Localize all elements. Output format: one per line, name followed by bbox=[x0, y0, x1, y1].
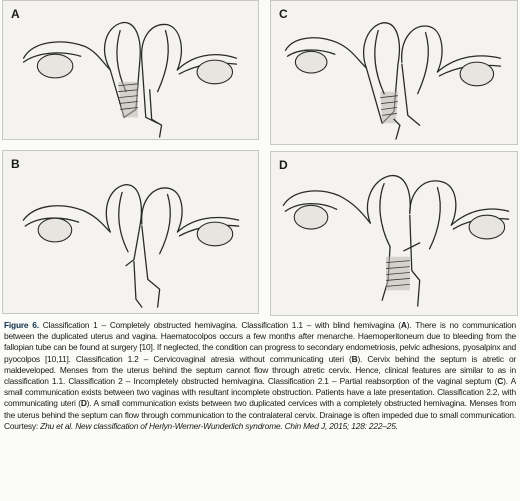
caption-ref-b: B bbox=[351, 353, 358, 364]
caption-courtesy: Zhu et al. New classification of Herlyn-Werner-Wunderlich syndrome. Chin Med J, 2015; 128: 222–25. bbox=[40, 420, 398, 431]
caption-text-2: ). There is no communication between the duplicated uterus and vagina. Haematocolpos occurs a few months after menarche. Haemoperitoneum due to bleeding from the fallopian tube can be found at surgery [10]. If neglected, the condition can progress to secondary endometriosis, pelvic adhesions, pyosalpinx and pyocolpos [10,11]. Classification 1.2 – Cervicovaginal atresia without communicating uteri ( bbox=[4, 320, 516, 364]
panel-c bbox=[270, 0, 518, 145]
left-ovary-shape-b bbox=[38, 218, 72, 242]
caption-text-5: ). A small communication exists between two duplicated cervices with a completely obstructed hemivagina. Menses from the uterus behind the septum can flow through communication to the contralateral cervix. Drainage is often impeded due to small communication. Courtesy: bbox=[4, 398, 516, 431]
panel-d-label: D bbox=[279, 158, 288, 172]
uterus-illustration-b bbox=[3, 151, 258, 313]
panel-a bbox=[2, 0, 259, 140]
uterus-illustration-d bbox=[271, 152, 517, 315]
panel-b bbox=[2, 150, 259, 314]
panel-b-label: B bbox=[11, 157, 20, 171]
figure-label: Figure 6. bbox=[4, 320, 39, 330]
caption-ref-c: C bbox=[497, 376, 504, 387]
panel-d bbox=[270, 151, 518, 316]
left-ovary-shape-d bbox=[294, 205, 328, 229]
right-ovary-shape-d bbox=[469, 215, 505, 239]
right-ovary-shape-b bbox=[197, 222, 233, 246]
caption-text-3: ). Cervix behind the septum is atretic or maldeveloped. Menses from the uterus behind the septum cannot flow through atretic cervix. Hence, clinical features are similar to as in classification 1.1. Classification 2 – Incompletely obstructed hemivagina. Classification 2.1 – Partial reabsorption of the vaginal septum ( bbox=[4, 353, 516, 387]
caption-text-4: ). A small communication exists between two vaginas with resultant incomplete obstruction. Patients have a late presentation. Classification 2.2, with communicating uteri ( bbox=[4, 376, 516, 409]
caption-ref-a: A bbox=[400, 320, 407, 330]
figure-caption bbox=[4, 320, 516, 432]
caption-ref-d: D bbox=[80, 398, 87, 409]
panel-c-label: C bbox=[279, 7, 288, 21]
uterus-illustration-a bbox=[3, 1, 258, 139]
left-ovary-shape-c bbox=[295, 51, 327, 73]
panel-a-label: A bbox=[11, 7, 20, 21]
left-ovary-shape bbox=[37, 54, 72, 78]
right-ovary-shape-c bbox=[460, 62, 494, 86]
right-ovary-shape bbox=[197, 60, 232, 84]
uterus-illustration-c bbox=[271, 1, 517, 144]
hematocolpos-shading bbox=[118, 82, 138, 117]
caption-text-1: Classification 1 – Completely obstructed hemivagina. Classification 1.1 – with blind hemivagina ( bbox=[38, 320, 401, 330]
